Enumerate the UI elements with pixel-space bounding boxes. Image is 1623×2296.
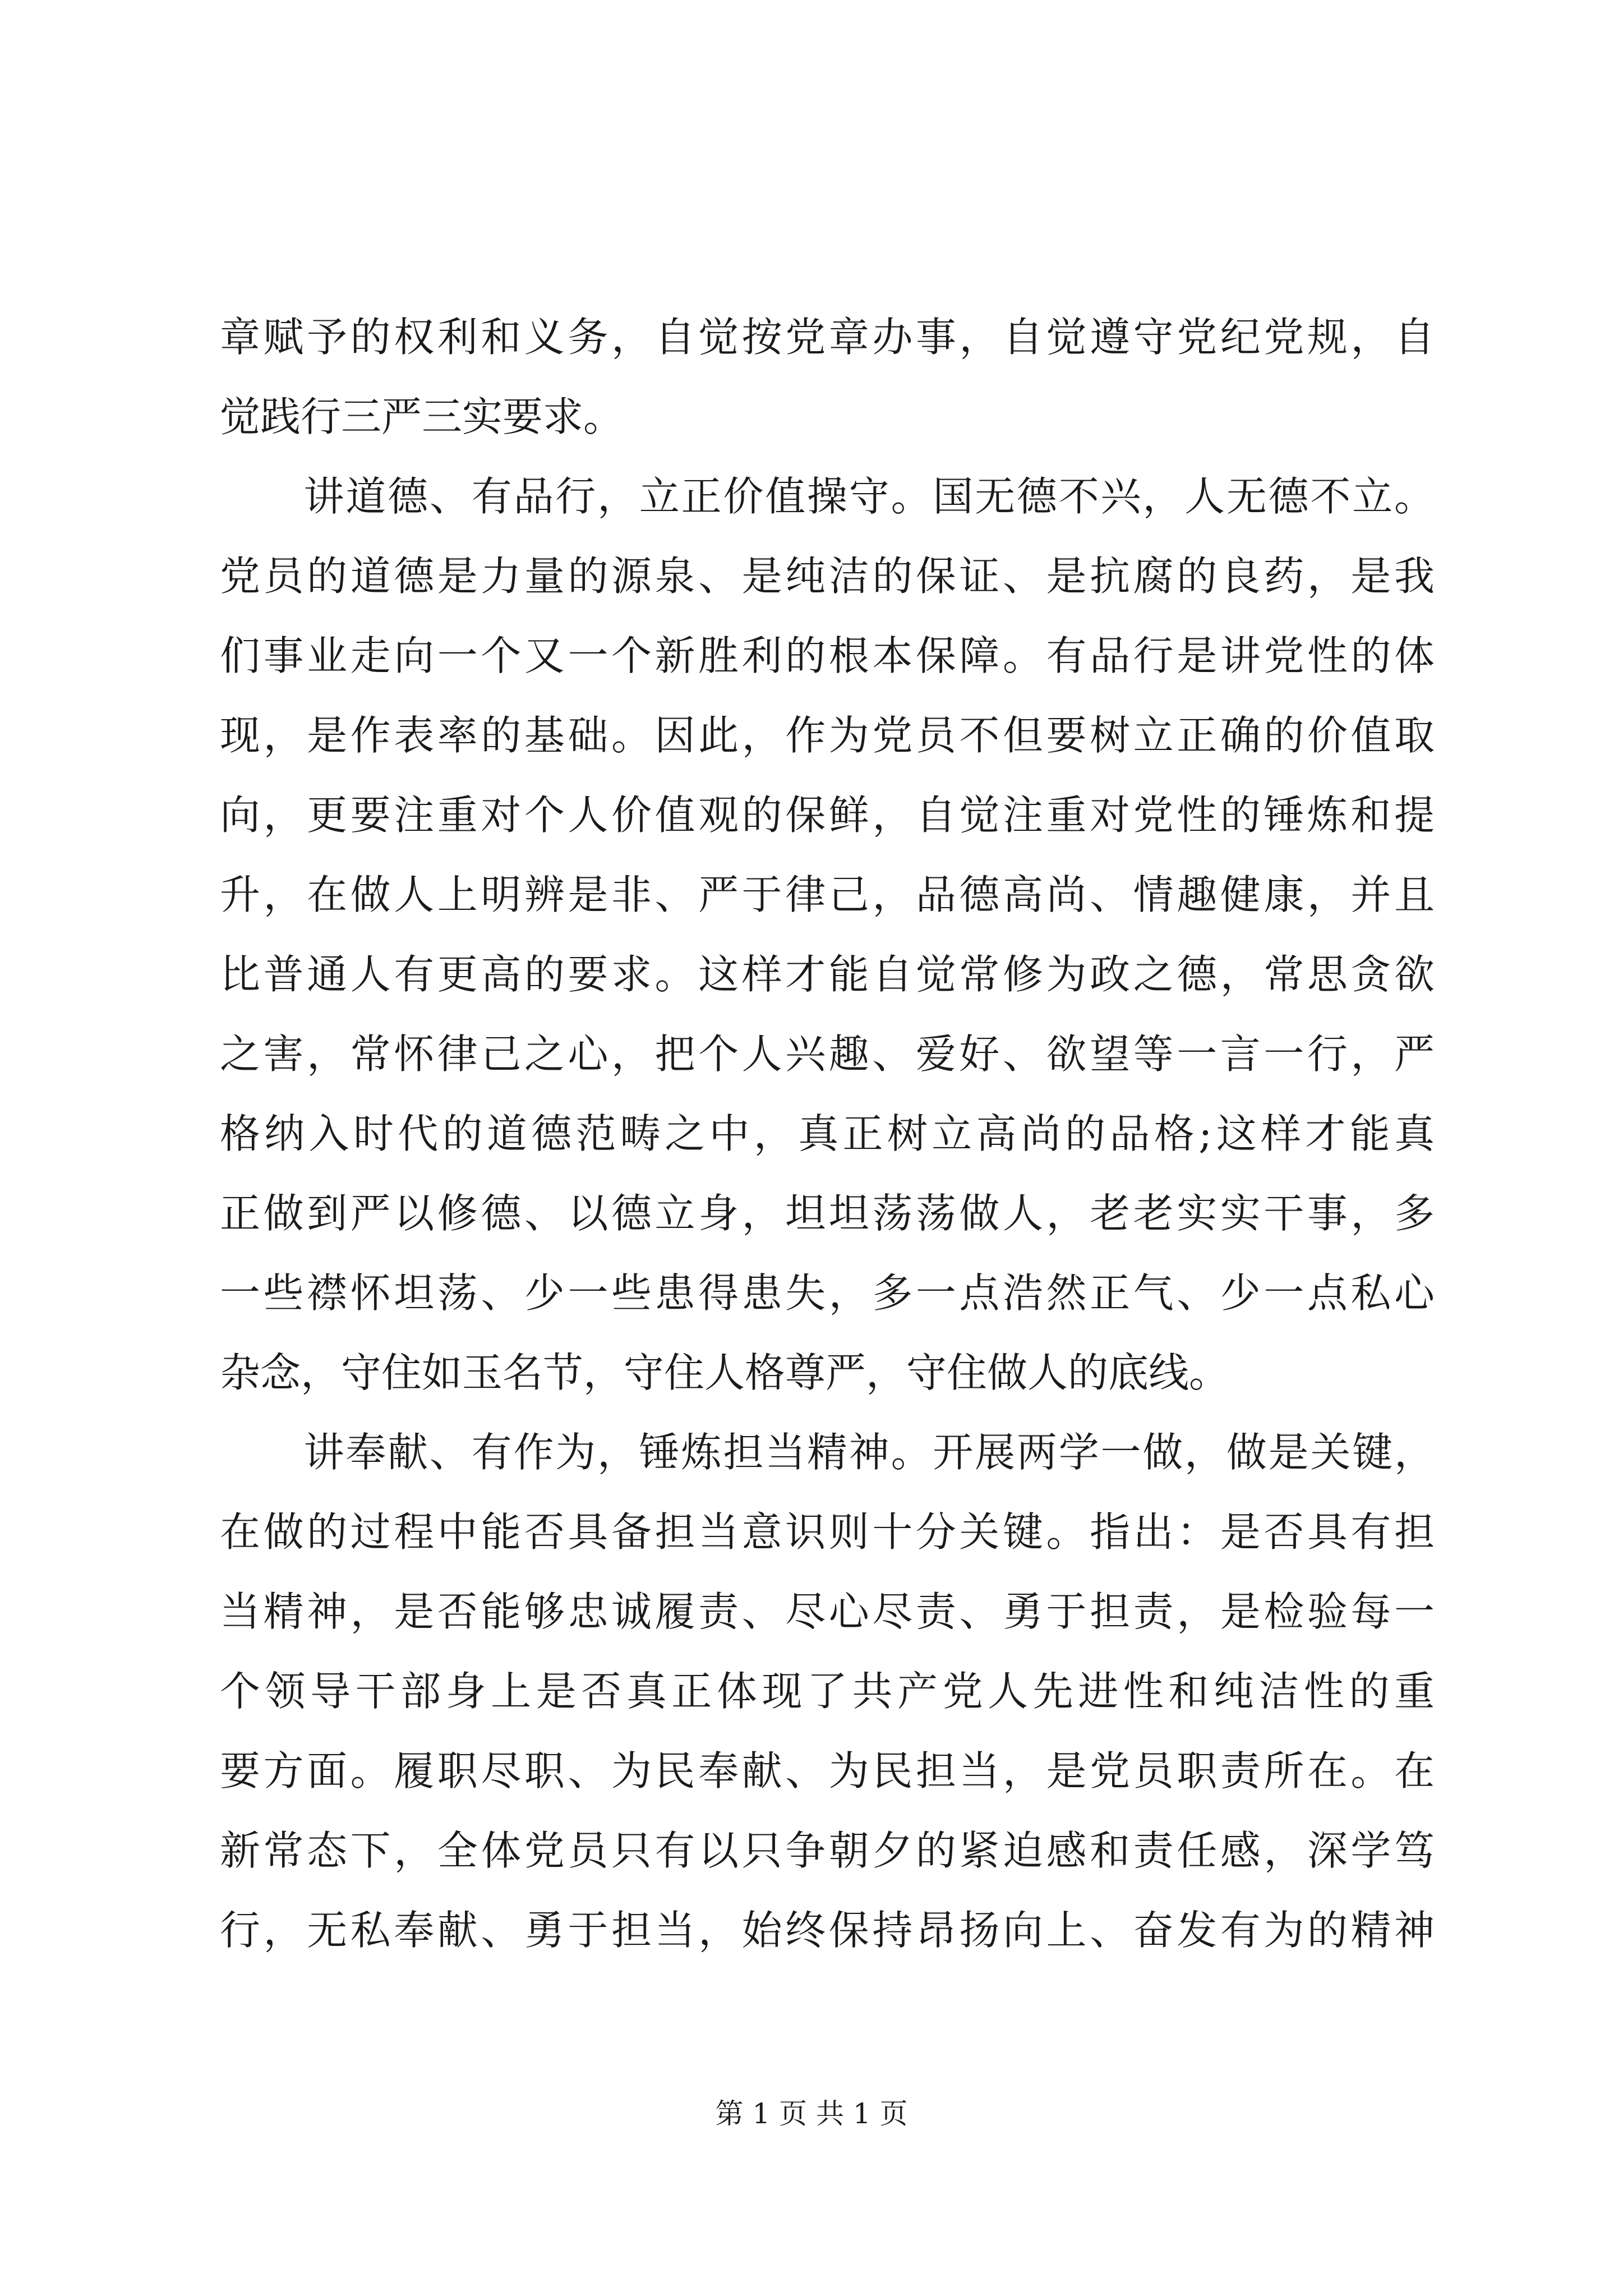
text-line: 行，无私奉献、勇于担当，始终保持昂扬向上、奋发有为的精神 — [220, 1907, 1435, 1954]
text-line: 现，是作表率的基础。因此，作为党员不但要树立正确的价值取 — [220, 712, 1435, 759]
text-line: 党员的道德是力量的源泉、是纯洁的保证、是抗腐的良药，是我 — [220, 553, 1435, 600]
body-text — [220, 297, 1435, 1970]
text-line: 当精神，是否能够忠诚履责、尽心尽责、勇于担责，是检验每一 — [220, 1588, 1435, 1635]
text-line: 觉践行三严三实要求。 — [220, 393, 624, 440]
text-line: 之害，常怀律己之心，把个人兴趣、爱好、欲望等一言一行，严 — [220, 1030, 1435, 1078]
text-line: 讲道德、有品行，立正价值操守。国无德不兴，人无德不立。 — [220, 473, 1435, 520]
text-line: 格纳入时代的道德范畴之中，真正树立高尚的品格;这样才能真 — [220, 1110, 1435, 1157]
text-line: 一些襟怀坦荡、少一些患得患失，多一点浩然正气、少一点私心 — [220, 1269, 1435, 1317]
text-line: 新常态下，全体党员只有以只争朝夕的紧迫感和责任感，深学笃 — [220, 1827, 1435, 1874]
text-line: 讲奉献、有作为，锤炼担当精神。开展两学一做，做是关键， — [220, 1429, 1435, 1476]
page-number-footer: 第 1 页 共 1 页 — [715, 2097, 908, 2130]
text-line: 升，在做人上明辨是非、严于律己，品德高尚、情趣健康，并且 — [220, 871, 1435, 918]
text-line: 们事业走向一个又一个新胜利的根本保障。有品行是讲党性的体 — [220, 632, 1435, 679]
text-line: 章赋予的权利和义务，自觉按党章办事，自觉遵守党纪党规，自 — [220, 314, 1435, 361]
text-line: 个领导干部身上是否真正体现了共产党人先进性和纯洁性的重 — [220, 1668, 1435, 1715]
text-line: 要方面。履职尽职、为民奉献、为民担当，是党员职责所在。在 — [220, 1747, 1435, 1795]
text-line: 在做的过程中能否具备担当意识则十分关键。指出：是否具有担 — [220, 1508, 1435, 1556]
text-line: 杂念，守住如玉名节，守住人格尊严，守住做人的底线。 — [220, 1349, 1230, 1396]
text-line: 比普通人有更高的要求。这样才能自觉常修为政之德，常思贪欲 — [220, 951, 1435, 998]
text-line: 向，更要注重对个人价值观的保鲜，自觉注重对党性的锤炼和提 — [220, 792, 1435, 839]
text-line: 正做到严以修德、以德立身，坦坦荡荡做人，老老实实干事，多 — [220, 1190, 1435, 1237]
